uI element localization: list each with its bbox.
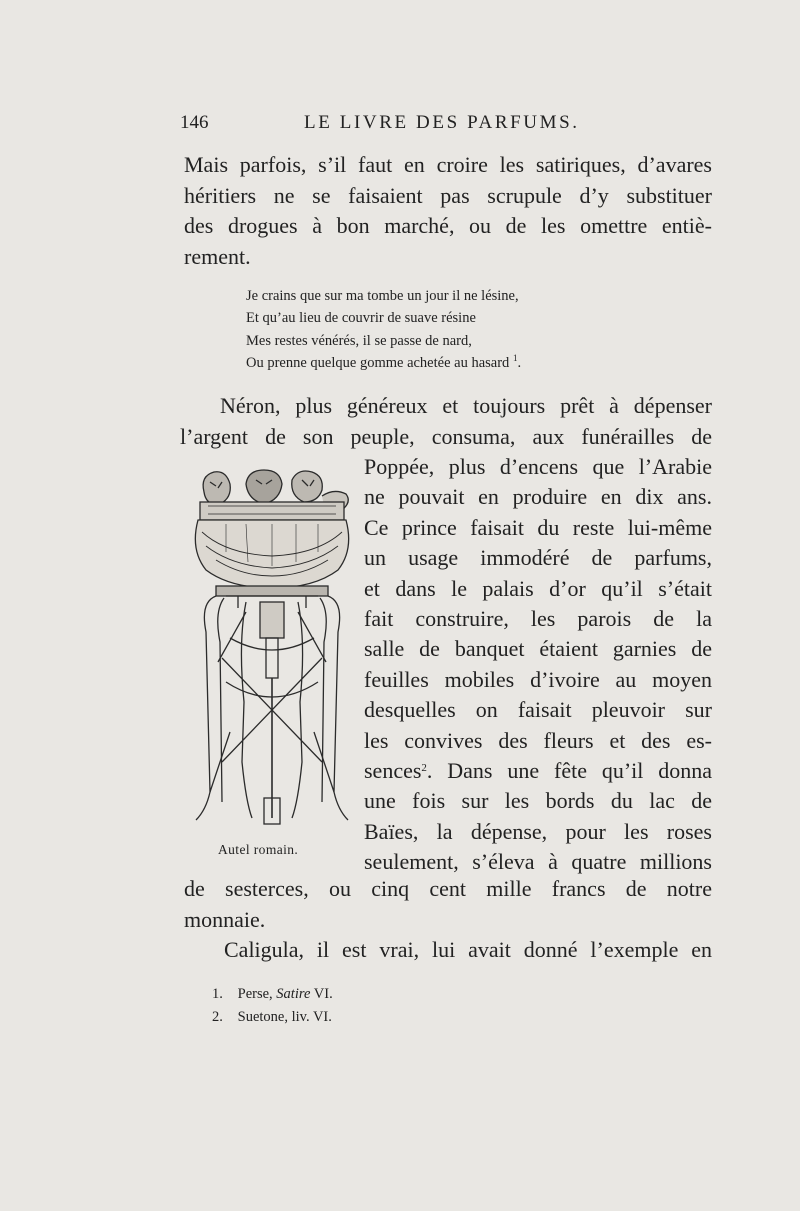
paragraph-neron-end bbox=[184, 874, 712, 935]
footnote-ref: 2 bbox=[421, 762, 427, 775]
text-line: salle de banquet étaient garnies de bbox=[364, 636, 712, 662]
footnote-ref: 1 bbox=[512, 353, 518, 364]
verse-line: Ou prenne quelque gomme achetée au hasard bbox=[246, 355, 510, 372]
verse-line: Et qu’au lieu de couvrir de suave résine bbox=[246, 310, 476, 327]
text-line: héritiers ne se faisaient pas scrupule d’y substituer bbox=[184, 182, 712, 208]
text-line: Néron, plus généreux et toujours prêt à dépenser bbox=[220, 393, 712, 418]
paragraph-caligula bbox=[184, 935, 712, 966]
text-line: de sesterces, ou cinq cent mille francs de notre bbox=[184, 876, 712, 901]
text-line: une fois sur les bords du lac de bbox=[364, 788, 712, 814]
text-line: seulement, s’éleva à quatre millions bbox=[364, 849, 712, 875]
paragraph-neron-head bbox=[180, 391, 712, 452]
figure-caption: Autel romain. bbox=[218, 842, 299, 857]
text-line-with-note: sences$^2$. Dans une fête qu’il donna bbox=[364, 758, 712, 784]
text-line: rement. bbox=[184, 243, 251, 269]
text-line: l’argent de son peuple, consuma, aux funérailles de bbox=[180, 423, 712, 449]
text-line: les convives des fleurs et des es- bbox=[364, 727, 712, 753]
page-number: 146 bbox=[180, 112, 209, 133]
verse-line: Je crains que sur ma tombe un jour il ne lésine, bbox=[246, 288, 519, 304]
footnotes bbox=[212, 983, 333, 1029]
text-line: Baïes, la dépense, pour les roses bbox=[364, 818, 712, 844]
verse-line-with-note: Ou prenne quelque gomme achetée au hasard $^1$. bbox=[246, 353, 522, 372]
text-line: des drogues à bon marché, ou de les omettre entiè- bbox=[184, 213, 712, 238]
text-line: feuilles mobiles d’ivoire au moyen bbox=[364, 666, 712, 692]
text-line: desquelles on faisait pleuvoir sur bbox=[364, 697, 712, 723]
verse-quotation bbox=[246, 285, 521, 375]
text-line: monnaie. bbox=[184, 906, 266, 932]
footnote-1: 1. Perse, Satire VI. bbox=[212, 986, 333, 1002]
text-line: Mais parfois, s’il faut en croire les satiriques, d’avares bbox=[184, 152, 712, 177]
footnote-2: 2. Suetone, liv. VI. bbox=[212, 1009, 332, 1025]
text-line: ne pouvait en produire en dix ans. bbox=[364, 484, 712, 510]
running-title: LE LIVRE DES PARFUMS. bbox=[304, 112, 580, 133]
text-line: et dans le palais d’or qu’il s’était bbox=[364, 575, 712, 601]
roman-altar-icon bbox=[186, 462, 358, 834]
paragraph-satiriques bbox=[184, 150, 712, 272]
text-line: Caligula, il est vrai, lui avait donné l’exemple en bbox=[224, 937, 712, 962]
text-line: Poppée, plus d’encens que l’Arabie bbox=[364, 454, 712, 479]
text-line: Ce prince faisait du reste lui-même bbox=[364, 514, 712, 540]
text-line: fait construire, les parois de la bbox=[364, 606, 712, 632]
verse-line: Mes restes vénérés, il se passe de nard, bbox=[246, 332, 472, 349]
page-header bbox=[180, 112, 720, 142]
paragraph-neron-wrap bbox=[364, 452, 712, 878]
text-line: un usage immodéré de parfums, bbox=[364, 545, 712, 571]
